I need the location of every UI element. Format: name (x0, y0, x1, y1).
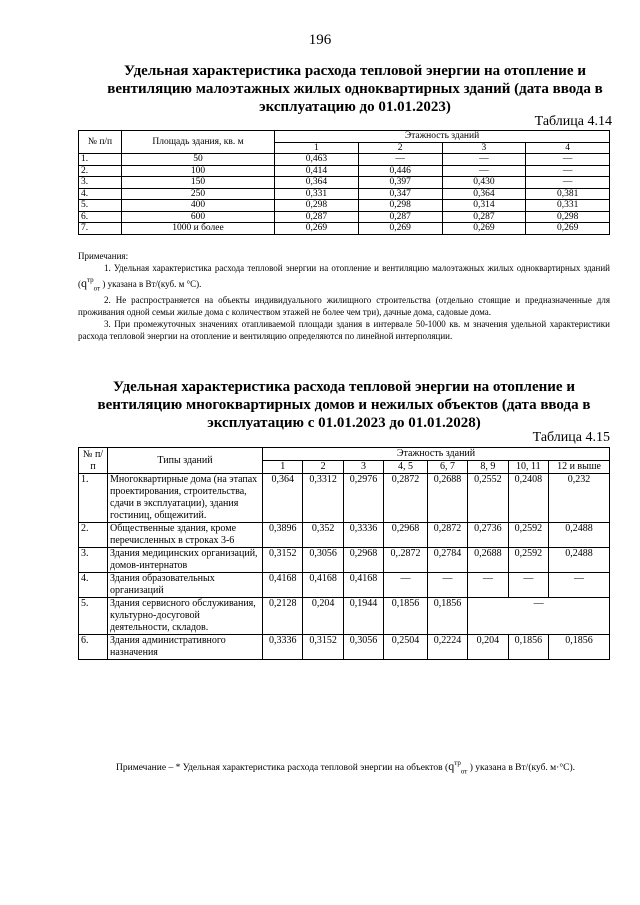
value-cell: 0,2872 (384, 474, 428, 523)
building-type-cell: Здания сервисного обслуживания, культурно-досуговой деятельности, складов. (108, 598, 263, 635)
note-1-text-start: 1. Удельная характеристика расхода тепловой энергии на отопление и вентиляцию малоэтажных жилых одноквартирных зданий ( (78, 263, 610, 289)
value-cell: 0,2488 (549, 548, 610, 573)
value-cell: — (468, 573, 508, 598)
value-cell: 0,298 (358, 200, 442, 212)
table-4-14 (78, 130, 610, 235)
table-row (79, 177, 610, 189)
table-row (79, 598, 610, 635)
area-cell: 50 (122, 154, 275, 166)
value-cell: — (358, 154, 442, 166)
value-cell: 0,2592 (508, 548, 548, 573)
header-floor-col: 6, 7 (427, 461, 467, 474)
value-cell: 0,2688 (468, 548, 508, 573)
header-floors: Этажность зданий (263, 448, 610, 461)
q-symbol: $q^{тр}_{от}$ (81, 276, 101, 293)
row-number: 5. (79, 200, 122, 212)
header-type: Типы зданий (108, 448, 263, 474)
value-cell: — (526, 177, 610, 189)
value-cell: 0,364 (442, 188, 526, 200)
area-cell: 100 (122, 165, 275, 177)
value-cell: 0,3896 (263, 523, 303, 548)
table-4-15-title: Удельная характеристика расхода тепловой энергии на отопление и вентиляцию многоквартирных домов и нежилых объектов (дата ввода в эксплуатацию с 01.01.2023 до 01.01.2028) (97, 379, 591, 431)
value-cell: 0,2408 (508, 474, 548, 523)
row-number: 3. (79, 548, 108, 573)
value-cell: 0,4168 (343, 573, 383, 598)
value-cell: 0,269 (358, 223, 442, 235)
table-4-15-note (78, 757, 610, 778)
building-type-cell: Здания административного назначения (108, 635, 263, 660)
value-cell: — (442, 154, 526, 166)
header-floor-col: 3 (343, 461, 383, 474)
value-cell: 0,1856 (427, 598, 467, 635)
header-floor-col: 12 и выше (549, 461, 610, 474)
value-cell: 0,287 (358, 211, 442, 223)
value-cell: 0,2976 (343, 474, 383, 523)
value-cell: 0,2968 (343, 548, 383, 573)
value-cell: 0,3336 (343, 523, 383, 548)
area-cell: 600 (122, 211, 275, 223)
q-symbol: $q^{тр}_{от}$ (448, 759, 468, 776)
header-num: № п/п (79, 448, 108, 474)
value-cell: 0,381 (526, 188, 610, 200)
table-row (79, 573, 610, 598)
value-cell: 0,269 (526, 223, 610, 235)
value-cell: 0,430 (442, 177, 526, 189)
row-number: 2. (79, 523, 108, 548)
header-floors: Этажность зданий (275, 131, 610, 143)
table-4-15 (78, 447, 610, 660)
area-cell: 250 (122, 188, 275, 200)
value-cell: 0,4168 (303, 573, 343, 598)
value-cell: 0,397 (358, 177, 442, 189)
table-row (79, 154, 610, 166)
value-cell: 0,2688 (427, 474, 467, 523)
note-text-start: Примечание – * Удельная характеристика расхода тепловой энергии на объектов ( (116, 763, 449, 773)
value-cell: 0,232 (549, 474, 610, 523)
note-1 (78, 262, 610, 294)
value-cell: 0,2128 (263, 598, 303, 635)
building-type-cell: Многоквартирные дома (на этапах проектирования, строительства, сдачи в эксплуатации), здания гостиниц, общежитий. (108, 474, 263, 523)
table-4-14-notes (78, 250, 610, 342)
value-cell: 0,1856 (384, 598, 428, 635)
value-cell: 0,414 (275, 165, 359, 177)
table-4-14-caption: Таблица 4.14 (534, 114, 612, 129)
value-cell: 0,2552 (468, 474, 508, 523)
row-number: 1. (79, 154, 122, 166)
row-number: 4. (79, 188, 122, 200)
header-floor-col: 2 (303, 461, 343, 474)
row-number: 2. (79, 165, 122, 177)
value-cell: 0,463 (275, 154, 359, 166)
value-cell: 0,3056 (343, 635, 383, 660)
header-num: № п/п (79, 131, 122, 154)
value-cell: 0,1856 (549, 635, 610, 660)
table-row (79, 211, 610, 223)
value-cell: 0,298 (275, 200, 359, 212)
value-cell: — (384, 573, 428, 598)
table-row (79, 548, 610, 573)
header-floor-col: 1 (263, 461, 303, 474)
row-number: 4. (79, 573, 108, 598)
header-floor-2: 2 (358, 142, 442, 154)
value-cell: 0,2224 (427, 635, 467, 660)
building-type-cell: Здания образовательных организаций (108, 573, 263, 598)
header-floor-3: 3 (442, 142, 526, 154)
value-cell: 0,2736 (468, 523, 508, 548)
header-area: Площадь здания, кв. м (122, 131, 275, 154)
value-cell: 0,3056 (303, 548, 343, 573)
note-3: 3. При промежуточных значениях отапливаемой площади здания в интервале 50-1000 кв. м значения удельной характеристики расхода тепловой энергии на отопление и вентиляцию определяются по линейной интерполяции. (78, 319, 610, 342)
table-row (79, 188, 610, 200)
value-cell: 0,331 (275, 188, 359, 200)
value-cell: — (508, 573, 548, 598)
table-row (79, 165, 610, 177)
note-2: 2. Не распространяется на объекты индивидуального жилищного строительства (отдельно стоящие и предназначенные для проживания одной семьи жилые дома с количеством этажей не более чем три), дачные дома, садовые дома. (78, 295, 610, 318)
value-cell: 0,269 (442, 223, 526, 235)
note-text-end: ) указана в Вт/(куб. м·°С). (469, 763, 576, 773)
value-cell: 0,2872 (427, 523, 467, 548)
value-cell: 0,446 (358, 165, 442, 177)
value-cell: 0,4168 (263, 573, 303, 598)
value-cell: 0,204 (303, 598, 343, 635)
value-cell: 0,314 (442, 200, 526, 212)
value-cell: 0,2784 (427, 548, 467, 573)
building-type-cell: Здания медицинских организаций, домов-интернатов (108, 548, 263, 573)
area-cell: 1000 и более (122, 223, 275, 235)
value-cell: — (549, 573, 610, 598)
table-4-14-title: Удельная характеристика расхода тепловой энергии на отопление и вентиляцию малоэтажных жилых одноквартирных зданий (дата ввода в эксплуатацию до 01.01.2023) (107, 63, 603, 115)
merged-value-cell: — (468, 598, 610, 635)
value-cell: 0,2592 (508, 523, 548, 548)
table-row (79, 523, 610, 548)
value-cell: 0,3312 (303, 474, 343, 523)
value-cell: 0,287 (442, 211, 526, 223)
value-cell: 0,3336 (263, 635, 303, 660)
table-4-15-caption: Таблица 4.15 (532, 430, 610, 445)
header-floor-4: 4 (526, 142, 610, 154)
value-cell: 0,2968 (384, 523, 428, 548)
table-row (79, 223, 610, 235)
building-type-cell: Общественные здания, кроме перечисленных в строках 3-6 (108, 523, 263, 548)
value-cell: — (427, 573, 467, 598)
row-number: 3. (79, 177, 122, 189)
table-row (79, 474, 610, 523)
row-number: 7. (79, 223, 122, 235)
value-cell: 0,352 (303, 523, 343, 548)
table-row (79, 200, 610, 212)
area-cell: 150 (122, 177, 275, 189)
row-number: 6. (79, 211, 122, 223)
value-cell: — (442, 165, 526, 177)
notes-heading: Примечания: (78, 251, 129, 261)
value-cell: 0,204 (468, 635, 508, 660)
header-floor-col: 8, 9 (468, 461, 508, 474)
value-cell: 0,269 (275, 223, 359, 235)
page-number: 196 (308, 32, 332, 48)
value-cell: 0,287 (275, 211, 359, 223)
value-cell: 0,364 (263, 474, 303, 523)
value-cell: 0,1944 (343, 598, 383, 635)
row-number: 5. (79, 598, 108, 635)
header-floor-col: 4, 5 (384, 461, 428, 474)
value-cell: 0,347 (358, 188, 442, 200)
value-cell: 0,298 (526, 211, 610, 223)
row-number: 6. (79, 635, 108, 660)
value-cell: 0,3152 (263, 548, 303, 573)
value-cell: 0,.2872 (384, 548, 428, 573)
header-floor-1: 1 (275, 142, 359, 154)
value-cell: 0,364 (275, 177, 359, 189)
header-floor-col: 10, 11 (508, 461, 548, 474)
value-cell: 0,2488 (549, 523, 610, 548)
table-row (79, 635, 610, 660)
note-1-text-end: ) указана в Вт/(куб. м °С). (102, 279, 202, 289)
area-cell: 400 (122, 200, 275, 212)
value-cell: 0,2504 (384, 635, 428, 660)
value-cell: 0,1856 (508, 635, 548, 660)
value-cell: 0,3152 (303, 635, 343, 660)
value-cell: 0,331 (526, 200, 610, 212)
value-cell: — (526, 154, 610, 166)
value-cell: — (526, 165, 610, 177)
row-number: 1. (79, 474, 108, 523)
